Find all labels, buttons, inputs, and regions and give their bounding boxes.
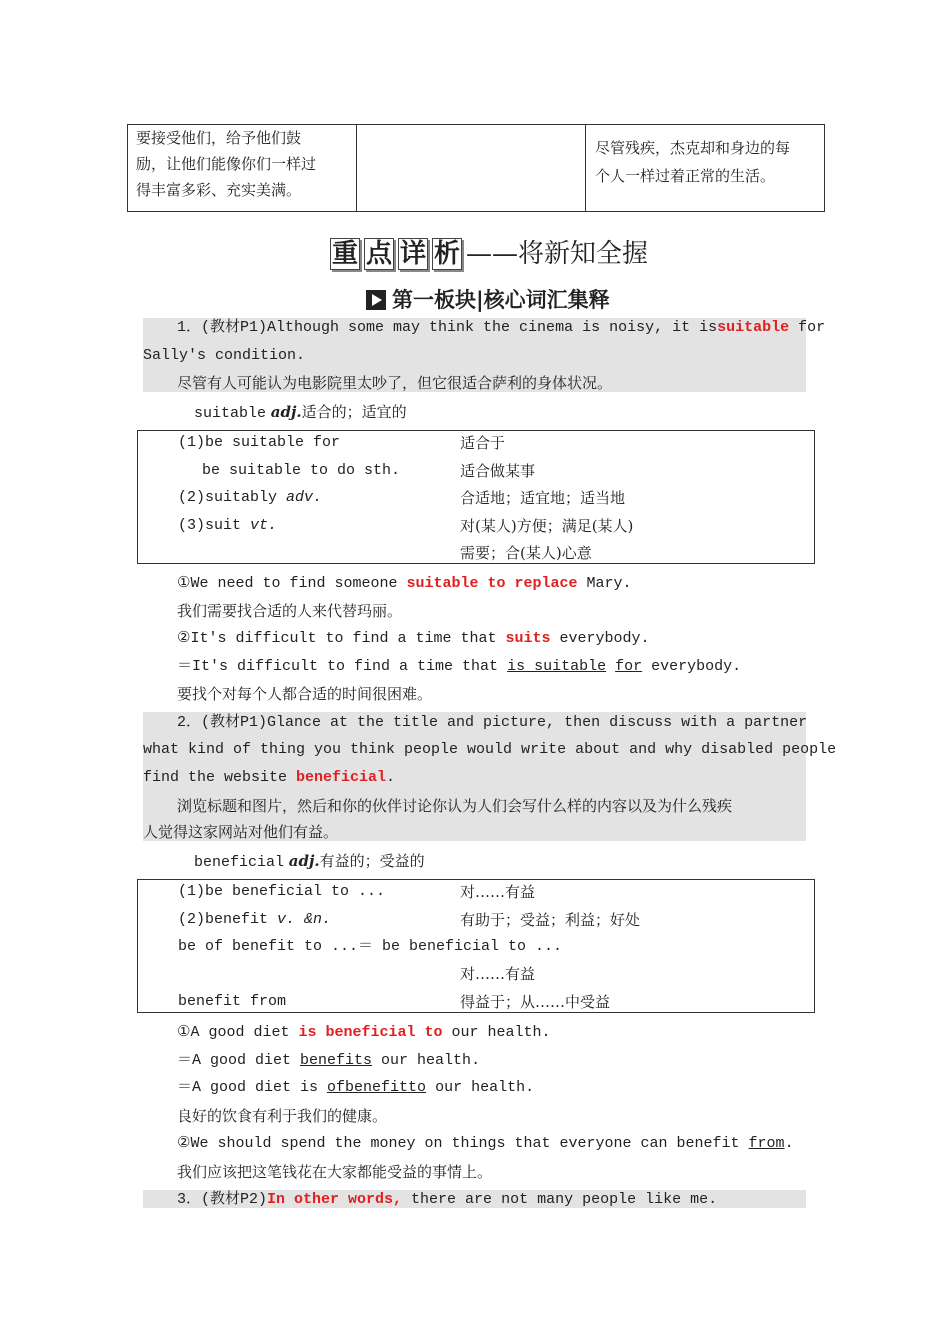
item2-line1: 2．(教材P1)Glance at the title and picture, then discuss with a partner (177, 714, 808, 731)
item2-translation: 浏览标题和图片，然后和你的伙伴讨论你认为人们会写什么样的内容以及为什么残疾 (177, 797, 733, 815)
item2-word: beneficial adj.有益的；受益的 (194, 852, 425, 871)
usage-zh: 有助于；受益；利益；好处 (460, 911, 641, 929)
usage-zh: 适合于 (460, 434, 506, 452)
usage-en: (2)benefit v. &n. (178, 911, 332, 928)
example-zh: 良好的饮食有利于我们的健康。 (177, 1107, 388, 1125)
example: ②It's difficult to find a time that suits everybody. (177, 630, 650, 647)
usage-zh: 得益于；从……中受益 (460, 993, 611, 1011)
table-text: 个人一样过着正常的生活。 (595, 167, 776, 185)
heading-char: 重 (331, 239, 358, 269)
usage-zh: 需要；合(某人)心意 (460, 544, 592, 562)
example: ＝It's difficult to find a time that is suitable for everybody. (177, 658, 742, 675)
usage-zh: 适合做某事 (460, 462, 536, 480)
usage-zh: 对……有益 (460, 965, 536, 983)
usage-box (137, 879, 815, 1013)
heading-char: 析 (433, 239, 460, 269)
example-zh: 要找个对每个人都合适的时间很困难。 (177, 685, 433, 703)
table-text: 励，让他们能像你们一样过 (136, 155, 317, 173)
usage-en: benefit from (178, 993, 287, 1010)
sub-heading: 第一板块|核心词汇集释 (366, 286, 610, 314)
table-cell-left (128, 125, 357, 211)
item1-word: suitable adj.适合的；适宜的 (194, 403, 407, 422)
example: ②We should spend the money on things that everyone can benefit from. (177, 1135, 794, 1152)
play-triangle-icon (366, 290, 386, 310)
usage-en: (3)suit vt. (178, 517, 278, 534)
example: ＝A good diet benefits our health. (177, 1052, 481, 1069)
usage-en: (2)suitably adv. (178, 489, 323, 506)
usage-en: be suitable to do sth. (202, 462, 401, 479)
item3-line1: 3．(教材P2)In other words, there are not many people like me. (177, 1191, 718, 1208)
item2-translation: 人觉得这家网站对他们有益。 (143, 823, 339, 841)
item2-line2: what kind of thing you think people would write about and why disabled people (143, 741, 837, 758)
usage-zh: 合适地；适宜地；适当地 (460, 489, 626, 507)
example: ①A good diet is beneficial to our health. (177, 1024, 551, 1041)
table-cell-middle (357, 125, 586, 211)
section-heading (330, 236, 648, 272)
usage-en: (1)be suitable for (178, 434, 341, 451)
heading-char: 点 (365, 239, 392, 269)
example-zh: 我们需要找合适的人来代替玛丽。 (177, 602, 403, 620)
example: ①We need to find someone suitable to replace Mary. (177, 575, 632, 592)
heading-char: 详 (399, 239, 426, 269)
table-text: 要接受他们，给予他们鼓 (136, 129, 302, 147)
item1-line1: 1．(教材P1)Although some may think the cinema is noisy, it issuitable for (177, 319, 826, 336)
usage-zh: 对……有益 (460, 883, 536, 901)
top-table (127, 124, 825, 212)
heading-rest: ——将新知全握 (466, 239, 649, 269)
example: ＝A good diet is ofbenefitto our health. (177, 1079, 535, 1096)
example-zh: 我们应该把这笔钱花在大家都能受益的事情上。 (177, 1163, 493, 1181)
usage-box (137, 430, 815, 564)
usage-en: be of benefit to ...＝ be beneficial to ... (178, 938, 563, 955)
table-text: 得丰富多彩、充实美满。 (136, 181, 302, 199)
item2-line3: find the website beneficial. (143, 769, 396, 786)
table-text: 尽管残疾，杰克却和身边的每 (595, 139, 791, 157)
usage-zh: 对(某人)方便；满足(某人) (460, 517, 634, 535)
item1-translation: 尽管有人可能认为电影院里太吵了，但它很适合萨利的身体状况。 (177, 374, 613, 392)
item1-line2: Sally's condition. (143, 347, 306, 364)
usage-en: (1)be beneficial to ... (178, 883, 386, 900)
